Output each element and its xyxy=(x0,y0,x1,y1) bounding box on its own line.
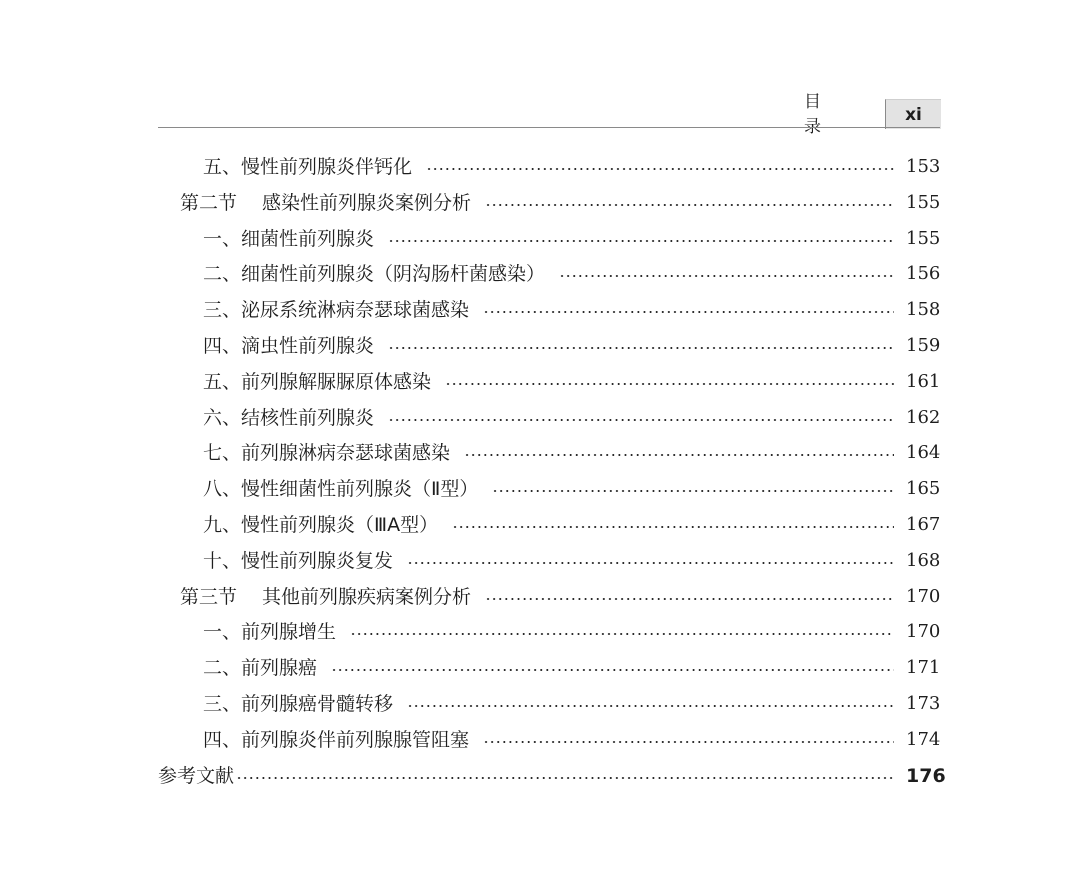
toc-entry[interactable] xyxy=(203,510,940,540)
toc-page-number: 158 xyxy=(906,299,941,321)
dot-leader xyxy=(350,633,894,635)
toc-page-number: 173 xyxy=(906,693,941,714)
toc-entry[interactable] xyxy=(203,689,940,719)
toc-page-number: 170 xyxy=(906,585,941,607)
dot-leader xyxy=(445,383,894,385)
toc-entry-label xyxy=(180,188,471,218)
toc-entry[interactable] xyxy=(203,438,940,468)
toc-entry-label: 一、前列腺增生 xyxy=(203,621,337,644)
toc-entry-label: 参考文献 xyxy=(158,764,235,787)
dot-leader xyxy=(407,705,894,707)
toc-page-number: 155 xyxy=(906,227,941,249)
toc-entry[interactable] xyxy=(203,403,940,433)
dot-leader xyxy=(492,490,894,492)
page-number: xi xyxy=(905,104,922,125)
toc-entry[interactable] xyxy=(203,331,940,361)
toc-page-number: 176 xyxy=(906,764,946,787)
toc-entry-label: 八、慢性细菌性前列腺炎（Ⅱ型） xyxy=(203,478,479,501)
toc-section-title: 其他前列腺疾病案例分析 xyxy=(262,585,472,608)
toc-entry[interactable] xyxy=(203,367,940,397)
toc-entry-label: 十、慢性前列腺炎复发 xyxy=(203,549,394,572)
toc-page-number: 165 xyxy=(906,478,941,500)
toc-entry[interactable] xyxy=(203,259,940,289)
toc-entry-label: 二、细菌性前列腺炎（阴沟肠杆菌感染） xyxy=(203,263,546,286)
toc-entry[interactable] xyxy=(203,224,940,254)
toc-entry-label: 五、慢性前列腺炎伴钙化 xyxy=(203,156,413,178)
toc-entry[interactable] xyxy=(203,653,940,683)
dot-leader xyxy=(236,777,894,779)
toc-entry-label: 二、前列腺癌 xyxy=(203,657,318,680)
dot-leader xyxy=(426,168,894,170)
toc-entry[interactable] xyxy=(203,152,940,182)
toc-section-entry[interactable] xyxy=(180,582,940,612)
toc-section-entry[interactable] xyxy=(180,188,940,218)
dot-leader xyxy=(388,240,894,242)
dot-leader xyxy=(485,598,894,600)
toc-entry[interactable] xyxy=(203,546,940,576)
dot-leader xyxy=(388,419,894,421)
toc-page-number: 155 xyxy=(906,191,941,213)
toc-entry[interactable] xyxy=(203,295,940,325)
toc-entry-label: 九、慢性前列腺炎（ⅢA型） xyxy=(203,514,439,536)
toc-page-number: 170 xyxy=(906,621,941,643)
toc-entry-label: 六、结核性前列腺炎 xyxy=(203,406,375,429)
toc-section-number: 第三节 xyxy=(180,585,238,608)
toc-entry-label: 七、前列腺淋病奈瑟球菌感染 xyxy=(203,442,451,465)
toc-page-number: 168 xyxy=(906,549,941,571)
dot-leader xyxy=(331,669,894,671)
toc-entry-label: 一、细菌性前列腺炎 xyxy=(203,227,375,250)
dot-leader xyxy=(483,311,894,313)
toc-page-number: 164 xyxy=(906,442,941,464)
toc-entry-label: 四、滴虫性前列腺炎 xyxy=(203,335,375,357)
toc-entry-label xyxy=(180,582,471,612)
toc-page-number: 171 xyxy=(906,657,941,679)
toc-page-number: 174 xyxy=(906,728,941,750)
dot-leader xyxy=(485,204,894,206)
toc-references-entry[interactable] xyxy=(158,761,946,791)
toc-section-number: 第二节 xyxy=(180,191,238,214)
dot-leader xyxy=(388,347,894,349)
toc-entry[interactable] xyxy=(203,474,940,504)
toc-page-number: 162 xyxy=(906,406,941,428)
running-header-text: 目 录 xyxy=(804,92,855,137)
toc-page-number: 167 xyxy=(906,514,941,535)
toc-entry-label: 三、前列腺癌骨髓转移 xyxy=(203,693,394,715)
dot-leader xyxy=(407,562,894,564)
toc-page-number: 159 xyxy=(906,335,941,356)
header-rule xyxy=(158,127,940,128)
toc-page-number: 153 xyxy=(906,156,941,177)
toc-entry[interactable] xyxy=(203,725,940,755)
running-header-title xyxy=(780,92,880,137)
dot-leader xyxy=(464,454,894,456)
toc-entry[interactable] xyxy=(203,617,940,647)
dot-leader xyxy=(452,526,894,528)
page-number-tab xyxy=(885,99,941,129)
toc-entry-label: 三、泌尿系统淋病奈瑟球菌感染 xyxy=(203,299,470,322)
toc-section-title: 感染性前列腺炎案例分析 xyxy=(262,191,472,214)
toc-page-number: 156 xyxy=(906,263,941,285)
dot-leader xyxy=(483,741,894,743)
toc-entry-label: 四、前列腺炎伴前列腺腺管阻塞 xyxy=(203,728,470,751)
toc-page-number: 161 xyxy=(906,370,941,392)
toc-entry-label: 五、前列腺解脲脲原体感染 xyxy=(203,370,432,393)
dot-leader xyxy=(559,275,894,277)
